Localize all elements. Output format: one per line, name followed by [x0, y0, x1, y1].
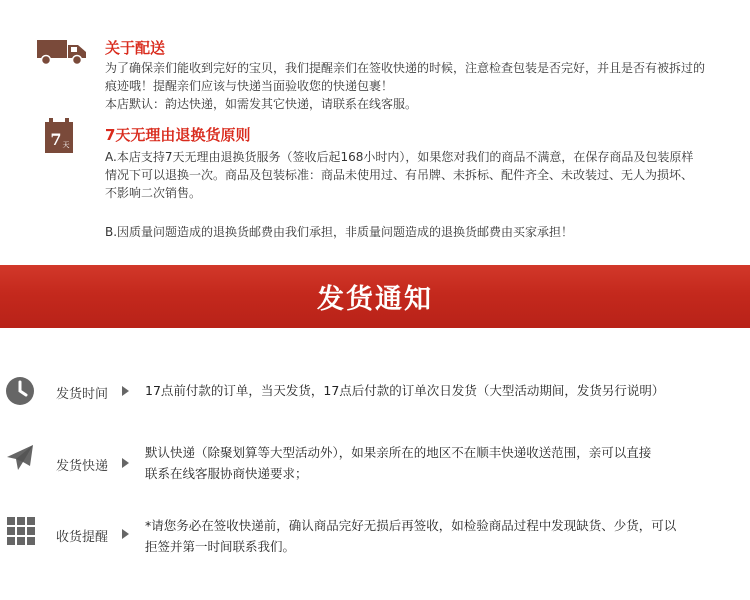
shipping-time-line: 17点前付款的订单，当天发货，17点后付款的订单次日发货（大型活动期间，发货另行说明）: [145, 383, 665, 398]
shipping-courier-line: 默认快递（除聚划算等大型活动外），如果亲所在的地区不在顺丰快递收送范围，亲可以直接: [145, 445, 652, 460]
returns-text: [105, 148, 745, 202]
banner-title: 发货通知: [317, 284, 433, 315]
shipping-courier-text: [145, 442, 715, 484]
returns-line: 情况下可以退换一次。商品及包装标准：商品未使用过、有吊牌、未拆标、配件齐全、未改装过、无人为损坏、: [105, 168, 694, 182]
returns-note: B.因质量问题造成的退换货邮费由我们承担，非质量问题造成的退换货邮费由买家承担！: [105, 225, 574, 239]
grid-icon: [6, 516, 38, 548]
returns-line: A.本店支持7天无理由退换货服务（签收后起168小时内），如果您对我们的商品不满意，在保存商品及包装原样: [105, 150, 694, 164]
shipping-courier-line: 联系在线客服协商快递要求；: [145, 466, 308, 481]
chevron-right-icon: [122, 529, 129, 539]
shipping-time-text: [145, 380, 715, 401]
chevron-right-icon: [122, 386, 129, 396]
clock-icon: [4, 375, 36, 407]
seven-day-calendar-icon: [44, 118, 74, 158]
svg-text:7: 7: [50, 130, 62, 149]
delivery-text: [105, 59, 745, 113]
delivery-truck-icon: [36, 38, 88, 70]
shipping-notice-banner: [0, 265, 750, 328]
shipping-time-label: 发货时间: [56, 387, 109, 402]
delivery-line: 本店默认：韵达快递，如需发其它快递，请联系在线客服。: [105, 97, 418, 111]
shipping-courier-label: 发货快递: [56, 459, 109, 474]
receipt-reminder-line: *请您务必在签收快递前，确认商品完好无损后再签收，如检验商品过程中发现缺货、少货，可以: [145, 518, 677, 533]
delivery-line: 痕迹哦！提醒亲们应该与快递当面验收您的快递包裹！: [105, 79, 394, 93]
delivery-line: 为了确保亲们能收到完好的宝贝，我们提醒亲们在签收快递的时候，注意检查包装是否完好，并且是否有被拆过的: [105, 61, 706, 75]
chevron-right-icon: [122, 458, 129, 468]
svg-text:天: 天: [62, 141, 70, 149]
delivery-title: 关于配送: [105, 39, 166, 57]
receipt-reminder-text: [145, 515, 715, 557]
airplane-icon: [4, 442, 36, 474]
returns-title: 7天无理由退换货原则: [105, 126, 251, 144]
receipt-reminder-label: 收货提醒: [56, 530, 109, 545]
receipt-reminder-line: 拒签并第一时间联系我们。: [145, 539, 296, 554]
returns-line: 不影响二次销售。: [105, 186, 202, 200]
